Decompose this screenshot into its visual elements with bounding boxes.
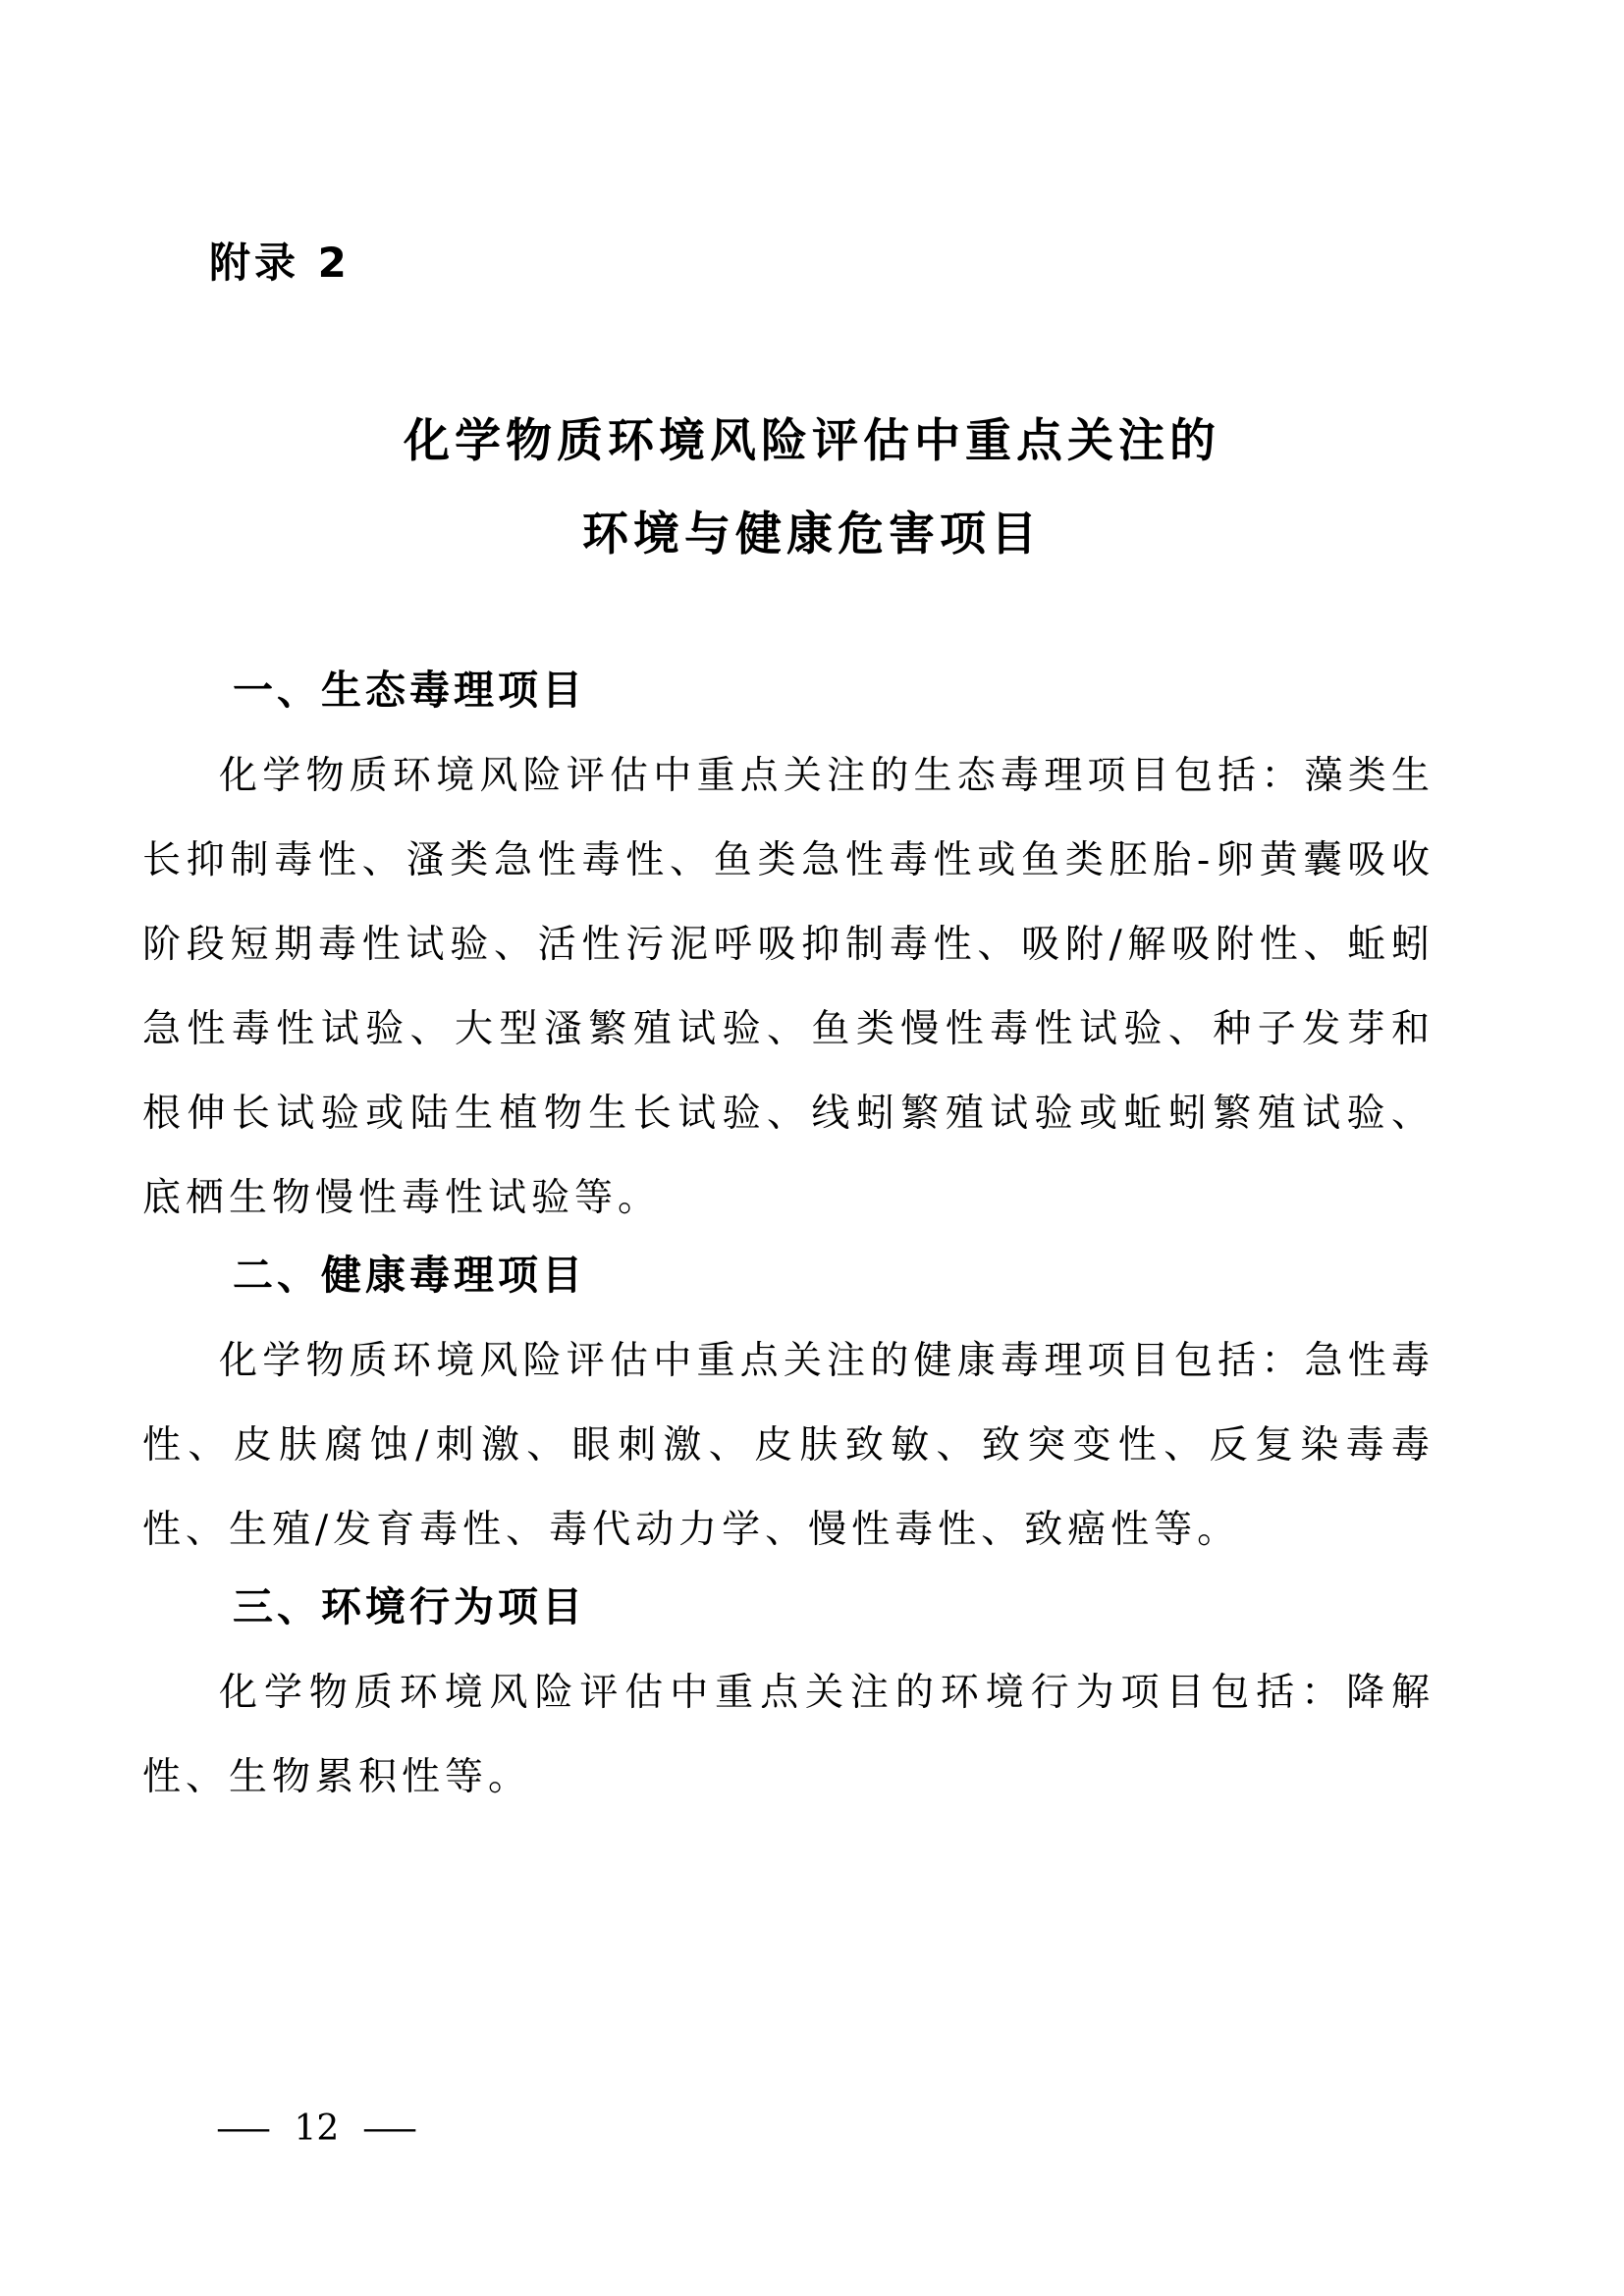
section-heading-health-toxicology: 二、健康毒理项目 [233, 1252, 586, 1299]
section-eco-toxicology [142, 662, 1435, 1241]
section-heading-eco-toxicology: 一、生态毒理项目 [233, 667, 586, 714]
section-health-toxicology [142, 1247, 1435, 1573]
document-title [0, 395, 1624, 581]
footer-right-dash: — [360, 2109, 418, 2149]
section-heading-environmental-behavior: 三、环境行为项目 [233, 1583, 586, 1630]
section-paragraph-health-toxicology: 化学物质环境风险评估中重点关注的健康毒理项目包括：急性毒性、皮肤腐蚀/刺激、眼刺激、皮肤致敏、致突变性、反复染毒毒性、生殖/发育毒性、毒代动力学、慢性毒性、致癌性等。 [142, 1339, 1435, 1552]
section-paragraph-eco-toxicology: 化学物质环境风险评估中重点关注的生态毒理项目包括：藻类生长抑制毒性、溞类急性毒性、鱼类急性毒性或鱼类胚胎-卵黄囊吸收阶段短期毒性试验、活性污泥呼吸抑制毒性、吸附/解吸附性、蚯蚓急性毒性试验、大型溞繁殖试验、鱼类慢性毒性试验、种子发芽和根伸长试验或陆生植物生长试验、线蚓繁殖试验或蚯蚓繁殖试验、底栖生物慢性毒性试验等。 [142, 754, 1435, 1220]
section-environmental-behavior [142, 1578, 1435, 1820]
page-number: 12 [294, 2109, 340, 2149]
footer-left-dash: — [215, 2109, 272, 2149]
document-title-line1: 化学物质环境风险评估中重点关注的 [404, 414, 1220, 468]
document-body [142, 656, 1435, 1824]
section-paragraph-environmental-behavior: 化学物质环境风险评估中重点关注的环境行为项目包括：降解性、生物累积性等。 [142, 1671, 1435, 1799]
page-footer [204, 2109, 429, 2149]
appendix-label: 附录 2 [209, 239, 351, 287]
document-title-line2: 环境与健康危害项目 [582, 507, 1042, 561]
